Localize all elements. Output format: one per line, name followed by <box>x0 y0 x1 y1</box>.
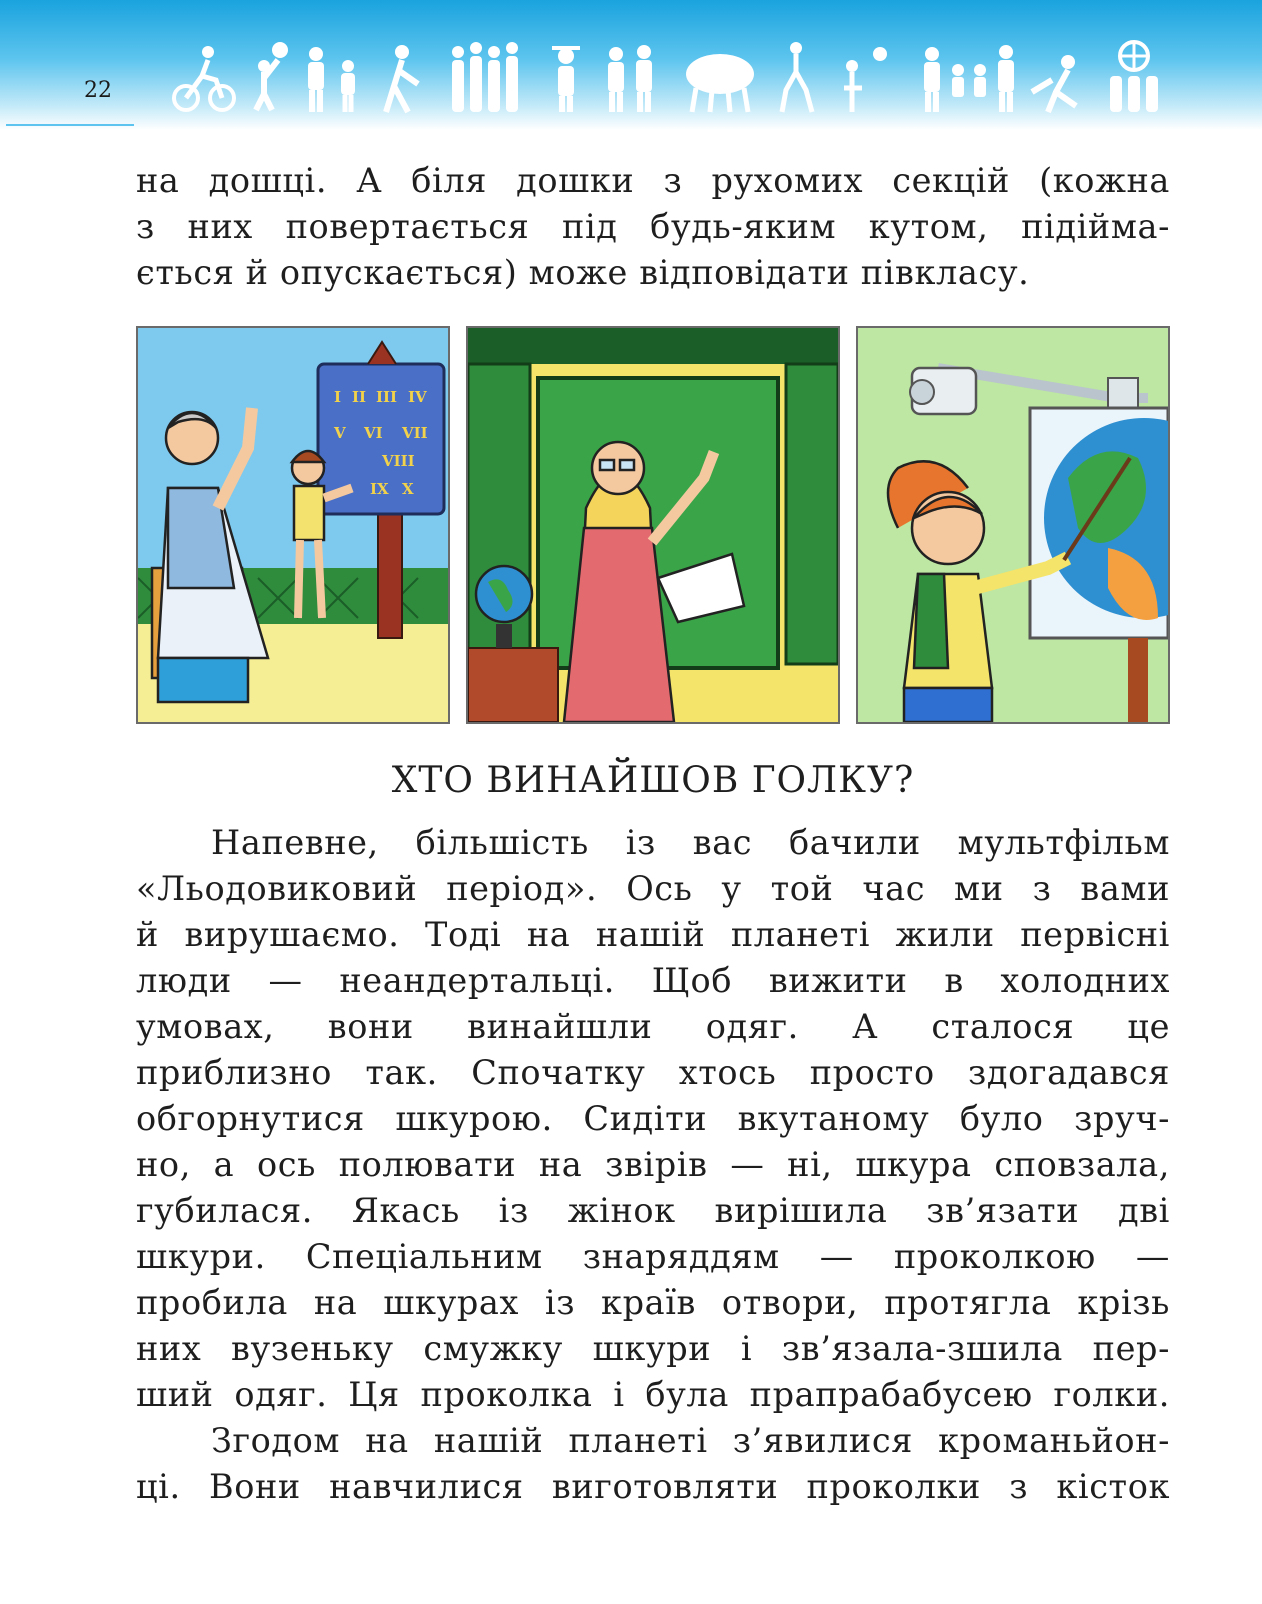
text-line: умовах, вони винайшли одяг. А сталося це <box>136 1007 1170 1046</box>
numeral-text: IV <box>408 388 427 406</box>
page-number: 22 <box>84 78 112 103</box>
person-gardening-icon <box>386 45 418 112</box>
text-line: з них повертається під будь-яким кутом, підійма- <box>136 207 1170 246</box>
text-line: пробила на шкурах із країв отвори, протягла крізь <box>136 1283 1170 1322</box>
page-header-band <box>0 0 1262 130</box>
parents-icon <box>608 45 652 112</box>
crowd-icon <box>452 42 518 112</box>
graduate-icon <box>552 48 580 112</box>
numeral-text: I <box>334 388 342 406</box>
text-line: приблизно так. Спочатку хтось просто здогадався <box>136 1053 1170 1092</box>
illustration-girl-with-globe-map <box>856 326 1170 724</box>
section-title: ХТО ВИНАЙШОВ ГОЛКУ? <box>391 760 915 801</box>
illustration-teacher-green-board <box>466 326 840 724</box>
globe-people-icon <box>1110 42 1158 112</box>
intro-paragraph <box>136 158 1170 296</box>
cyclist-icon <box>174 46 234 110</box>
paragraph-1 <box>136 820 1170 1418</box>
text-line: на дошці. А біля дошки з рухомих секцій (кожна <box>136 161 1170 200</box>
numeral-text: VI <box>364 424 383 442</box>
text-line: ці. Вони навчилися виготовляти проколки з кісток <box>136 1467 1170 1506</box>
text-line: губилася. Якась із жінок вирішила зв’язати дві <box>136 1191 1170 1230</box>
numeral-text: VII <box>402 424 428 442</box>
text-line: «Льодовиковий період». Ось у той час ми з вами <box>136 869 1170 908</box>
illustration-roman-classroom <box>136 326 450 724</box>
numeral-text: III <box>376 388 398 406</box>
people-silhouettes-decoration <box>172 40 1182 116</box>
text-line: ється й опускається) може відповідати півкласу. <box>136 253 1030 292</box>
child-with-balloon-icon <box>256 42 288 110</box>
text-line: них вузеньку смужку шкури і зв’язала-зшила пер- <box>136 1329 1170 1368</box>
numeral-text: V <box>334 424 346 442</box>
family-with-children-icon <box>924 45 1014 112</box>
article-body <box>136 820 1170 1510</box>
group-circle-icon <box>686 54 754 112</box>
text-line: люди — неандертальці. Щоб вижити в холодних <box>136 961 1170 1000</box>
page-number-underline <box>6 124 134 126</box>
numeral-text: IX <box>370 480 389 498</box>
text-line: ший одяг. Ця проколка і була прапрабабусею голки. <box>136 1375 1170 1414</box>
numeral-text: VIII <box>382 452 415 470</box>
people-planting-icon <box>1032 55 1076 112</box>
acrobats-icon <box>782 42 812 112</box>
text-line: Згодом на нашій планеті з’явилися кроманьйон- <box>211 1421 1170 1460</box>
text-line: шкури. Спеціальним знаряддям — проколкою — <box>136 1237 1170 1276</box>
text-line: Напевне, більшість із вас бачили мультфільм <box>211 823 1170 862</box>
person-with-sun-icon <box>844 47 887 112</box>
numeral-text: II <box>352 388 367 406</box>
family-icon <box>308 47 355 112</box>
text-line: й вирушаємо. Тоді на нашій планеті жили первісні <box>136 915 1170 954</box>
text-line: но, а ось полювати на звірів — ні, шкура сповзала, <box>136 1145 1170 1184</box>
numeral-text: X <box>402 480 414 498</box>
text-line: обгорнутися шкурою. Сидіти вкутаному було зруч- <box>136 1099 1170 1138</box>
paragraph-2 <box>136 1418 1170 1510</box>
